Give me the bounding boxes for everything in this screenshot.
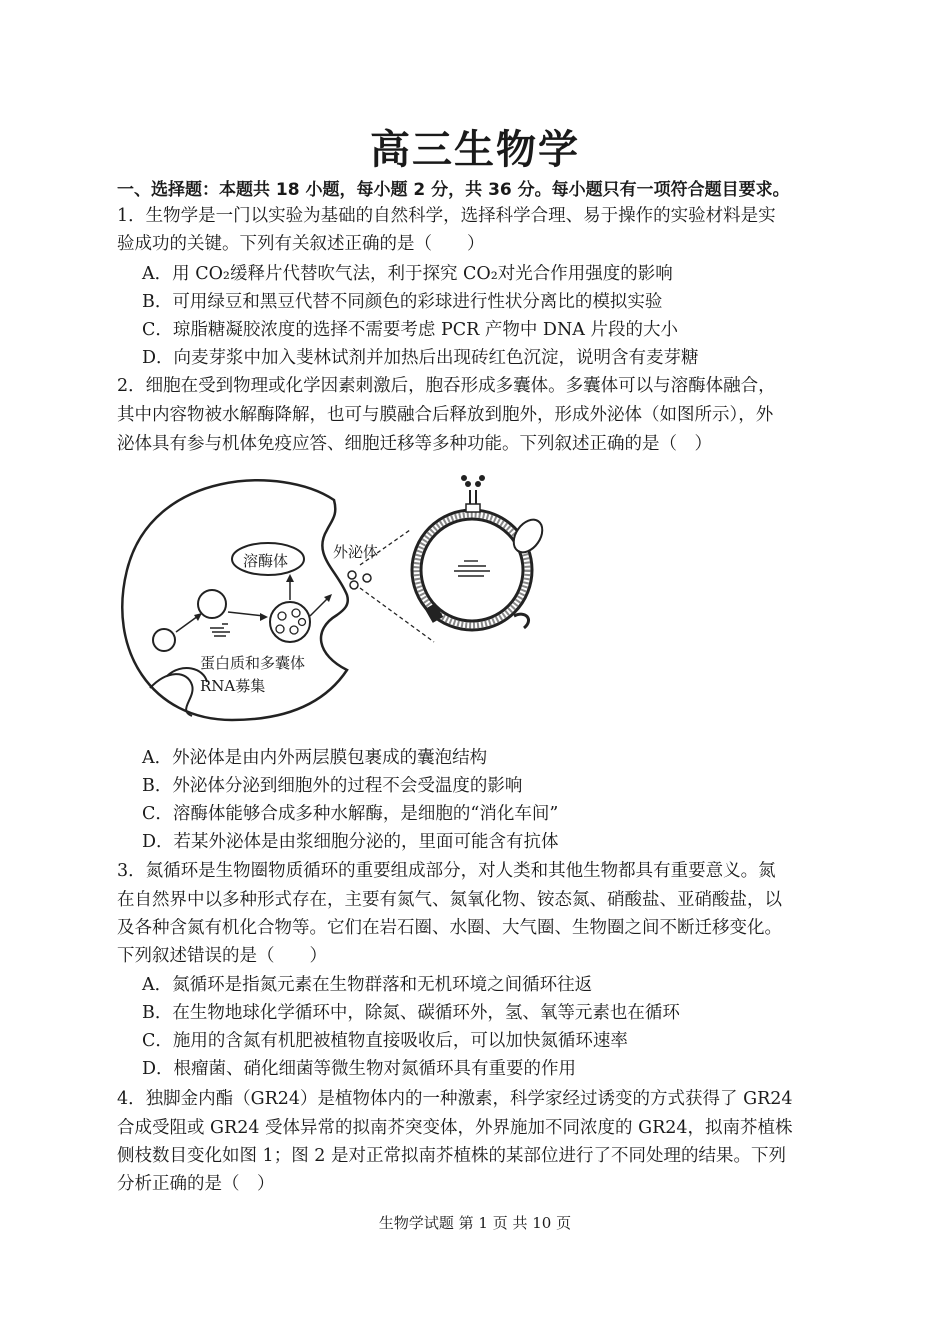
q4-stem-line1: 4．独脚金内酯（GR24）是植物体内的一种激素，科学家经过诱变的方式获得了 GR24 [117,1089,793,1109]
page-footer: 生物学试题 第 1 页 共 10 页 [378,1214,572,1232]
page-title: 高三生物学 [370,127,580,173]
q1-option-c: C．琼脂糖凝胶浓度的选择不需要考虑 PCR 产物中 DNA 片段的大小 [142,320,678,340]
q2-stem-line3: 泌体具有参与机体免疫应答、细胞迁移等多种功能。下列叙述正确的是（ ） [117,434,712,454]
q3-option-a: A．氮循环是指氮元素在生物群落和无机环境之间循环往返 [142,975,593,995]
q4-stem-line3: 侧枝数目变化如图 1；图 2 是对正常拟南芥植株的某部位进行了不同处理的结果。下列 [117,1146,786,1166]
exosome-figure [112,470,572,732]
q2-stem-line1: 2．细胞在受到物理或化学因素刺激后，胞吞形成多囊体。多囊体可以与溶酶体融合， [117,376,776,396]
q3-stem-line2: 在自然界中以多种形式存在，主要有氮气、氮氧化物、铵态氮、硝酸盐、亚硝酸盐，以 [117,890,782,910]
q1-option-b: B．可用绿豆和黑豆代替不同颜色的彩球进行性状分离比的模拟实验 [142,292,663,312]
q1-option-a: A．用 CO₂缓释片代替吹气法，利于探究 CO₂对光合作用强度的影响 [142,264,673,284]
q3-option-c: C．施用的含氮有机肥被植物直接吸收后，可以加快氮循环速率 [142,1031,628,1051]
figure-label-recruit-line1: 蛋白质和多囊体 [200,654,306,672]
figure-label-exosome: 外泌体 [333,543,379,561]
figure-label-lysosome: 溶酶体 [243,552,289,570]
q2-option-d: D．若某外泌体是由浆细胞分泌的，里面可能含有抗体 [142,832,559,852]
figure-label-recruit-line2: RNA募集 [200,677,266,695]
q4-stem-line4: 分析正确的是（ ） [117,1174,275,1194]
section-heading: 一、选择题：本题共 18 小题，每小题 2 分，共 36 分。每小题只有一项符合题目要求。 [117,180,790,200]
q3-stem-line1: 3．氮循环是生物圈物质循环的重要组成部分，对人类和其他生物都具有重要意义。氮 [117,861,776,881]
q1-option-d: D．向麦芽浆中加入斐林试剂并加热后出现砖红色沉淀，说明含有麦芽糖 [142,348,699,368]
q2-stem-line2: 其中内容物被水解酶降解，也可与膜融合后释放到胞外，形成外泌体（如图所示），外 [117,405,774,425]
q3-stem-line3: 及各种含氮有机化合物等。它们在岩石圈、水圈、大气圈、生物圈之间不断迁移变化。 [117,918,782,938]
q4-stem-line2: 合成受阻或 GR24 受体异常的拟南芥突变体，外界施加不同浓度的 GR24，拟南芥植株 [117,1118,793,1138]
q2-option-c: C．溶酶体能够合成多种水解酶，是细胞的“消化车间” [142,804,559,824]
q3-stem-line4: 下列叙述错误的是（ ） [117,946,327,966]
q3-option-d: D．根瘤菌、硝化细菌等微生物对氮循环具有重要的作用 [142,1059,577,1079]
q2-option-b: B．外泌体分泌到细胞外的过程不会受温度的影响 [142,776,523,796]
q3-option-b: B．在生物地球化学循环中，除氮、碳循环外，氢、氧等元素也在循环 [142,1003,680,1023]
q1-stem-line1: 1．生物学是一门以实验为基础的自然科学，选择科学合理、易于操作的实验材料是实 [117,206,776,226]
q1-stem-line2: 验成功的关键。下列有关叙述正确的是（ ） [117,234,485,254]
q2-option-a: A．外泌体是由内外两层膜包裹成的囊泡结构 [142,748,488,768]
